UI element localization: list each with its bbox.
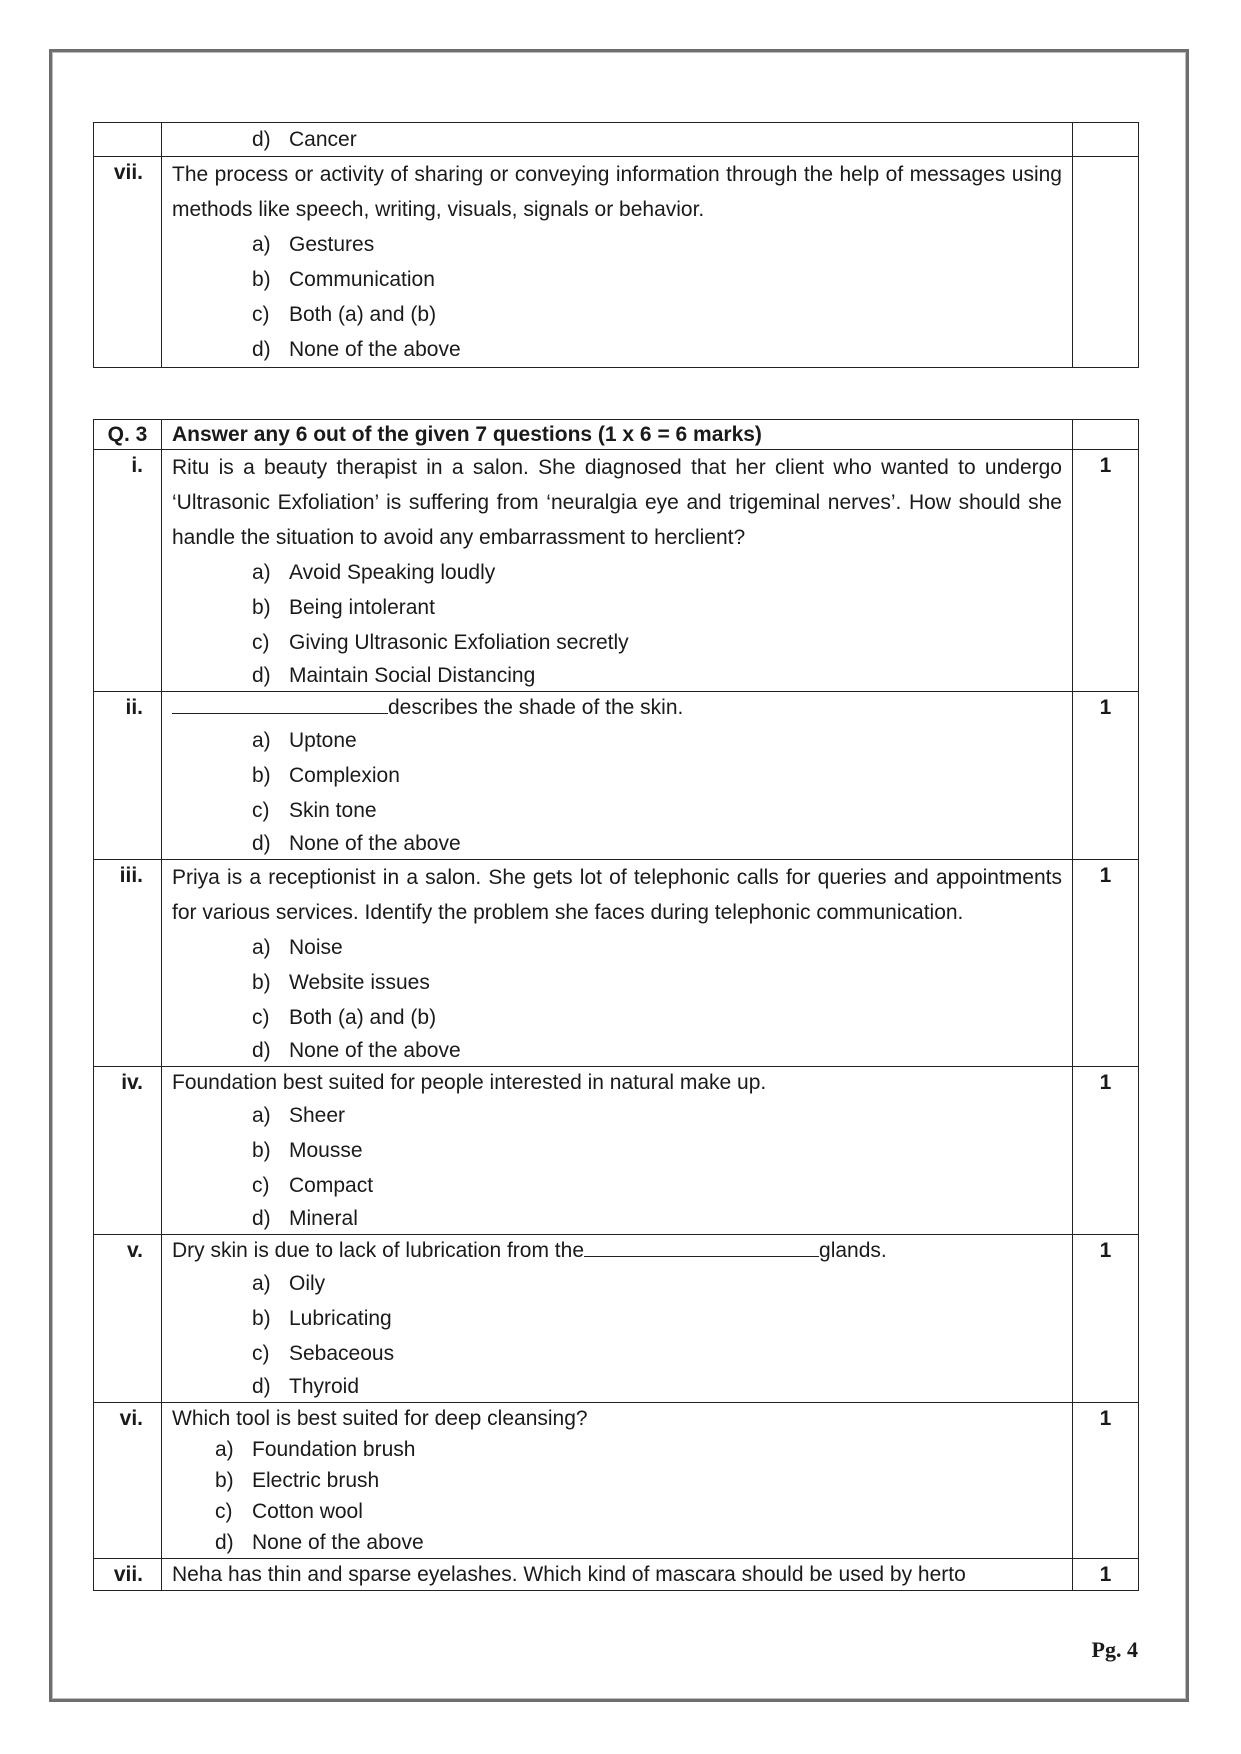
option-letter: a): [252, 936, 271, 959]
option-text: Being intolerant: [289, 596, 435, 619]
question-body-cell: [162, 1235, 1073, 1403]
question-number: vii.: [94, 157, 162, 368]
question-number: iv.: [94, 1067, 162, 1235]
marks-cell: 1: [1073, 1559, 1139, 1591]
option-list: [172, 227, 1062, 367]
option-letter: a): [215, 1438, 234, 1461]
section-instruction: Answer any 6 out of the given 7 questions (1 x 6 = 6 marks): [162, 420, 1073, 450]
option-text: Mineral: [289, 1207, 358, 1230]
option-letter: c): [252, 303, 270, 326]
marks-cell: 1: [1073, 1235, 1139, 1403]
option-text: Communication: [289, 268, 435, 291]
option-list: [172, 123, 1062, 156]
table-row: [94, 450, 1139, 692]
table-row: [94, 1403, 1139, 1559]
option-item: [252, 332, 1062, 367]
option-item: [252, 723, 1062, 758]
option-letter: d): [252, 664, 271, 687]
marks-cell: 1: [1073, 1403, 1139, 1559]
option-item: [252, 123, 1062, 156]
option-text: Giving Ultrasonic Exfoliation secretly: [289, 631, 629, 654]
option-item: [252, 1203, 1062, 1234]
option-letter: b): [215, 1469, 234, 1492]
marks-cell: [1073, 420, 1139, 450]
option-text: Skin tone: [289, 799, 377, 822]
option-letter: d): [252, 1207, 271, 1230]
option-text: Electric brush: [252, 1469, 380, 1492]
option-item: [252, 590, 1062, 625]
option-item: [252, 1133, 1062, 1168]
option-item: [252, 1371, 1062, 1402]
question-number: iii.: [94, 860, 162, 1067]
option-text: None of the above: [289, 832, 461, 855]
question-text: Neha has thin and sparse eyelashes. Which kind of mascara should be used by herto: [172, 1563, 966, 1586]
option-item: [215, 1496, 1062, 1527]
option-item: [252, 625, 1062, 660]
question-text: Ritu is a beauty therapist in a salon. She diagnosed that her client who wanted to undergo ‘Ultrasonic Exfoliation’ is suffering from ‘neuralgia eye and trigeminal nerves’. How should she handle the situation to avoid any embarrassment to herclient?: [172, 456, 1062, 549]
question-text: Foundation best suited for people interested in natural make up.: [172, 1071, 767, 1094]
option-item: [252, 1035, 1062, 1066]
question-text-after-blank: describes the shade of the skin.: [388, 696, 684, 719]
option-letter: a): [252, 1104, 271, 1127]
question-body-cell: [162, 860, 1073, 1067]
section-number: Q. 3: [94, 420, 162, 450]
question-number: vi.: [94, 1403, 162, 1559]
table-row: [94, 1235, 1139, 1403]
question-text: [172, 1235, 1062, 1266]
table-row: [94, 123, 1139, 157]
question-body-cell: [162, 692, 1073, 860]
marks-cell: 1: [1073, 450, 1139, 692]
option-text: Cotton wool: [252, 1500, 363, 1523]
question-number: v.: [94, 1235, 162, 1403]
option-text: Both (a) and (b): [289, 1006, 437, 1029]
option-letter: a): [252, 561, 271, 584]
option-letter: d): [252, 1375, 271, 1398]
marks-cell: 1: [1073, 860, 1139, 1067]
table-row: [94, 692, 1139, 860]
option-item: [252, 1098, 1062, 1133]
option-text: Maintain Social Distancing: [289, 664, 536, 687]
option-letter: d): [252, 128, 271, 151]
question-body-cell: [162, 1403, 1073, 1559]
question-text: Priya is a receptionist in a salon. She gets lot of telephonic calls for queries and appointments for various services. Identify the problem she faces during telephonic communication.: [172, 866, 1062, 924]
question-number: vii.: [94, 1559, 162, 1591]
question-table-section-2-continued: [93, 122, 1139, 368]
option-item: [252, 965, 1062, 1000]
option-item: [252, 660, 1062, 691]
question-body-cell: [162, 450, 1073, 692]
question-number: i.: [94, 450, 162, 692]
option-letter: c): [252, 1006, 270, 1029]
option-letter: b): [252, 971, 271, 994]
question-body-cell: [162, 1559, 1073, 1591]
option-item: [252, 930, 1062, 965]
fill-in-blank: [584, 1236, 819, 1257]
question-text: Which tool is best suited for deep cleansing?: [172, 1407, 588, 1430]
option-letter: c): [252, 1342, 270, 1365]
marks-cell: [1073, 123, 1139, 157]
option-list: [172, 1434, 1062, 1558]
option-item: [252, 793, 1062, 828]
option-text: None of the above: [289, 1039, 461, 1062]
option-text: Both (a) and (b): [289, 303, 437, 326]
fill-in-blank: [172, 693, 388, 714]
option-item: [215, 1465, 1062, 1496]
option-text: Sebaceous: [289, 1342, 395, 1365]
option-letter: b): [252, 764, 271, 787]
option-text: Avoid Speaking loudly: [289, 561, 496, 584]
option-letter: b): [252, 596, 271, 619]
question-body-cell: [162, 157, 1073, 368]
option-letter: b): [252, 268, 271, 291]
option-letter: d): [252, 1039, 271, 1062]
option-text: Compact: [289, 1174, 374, 1197]
option-item: [252, 1266, 1062, 1301]
option-list: [172, 930, 1062, 1066]
option-item: [252, 1000, 1062, 1035]
option-letter: b): [252, 1139, 271, 1162]
option-item: [215, 1434, 1062, 1465]
option-text: Sheer: [289, 1104, 346, 1127]
option-item: [252, 1336, 1062, 1371]
question-text-after-blank: glands.: [819, 1239, 887, 1262]
option-list: [172, 555, 1062, 691]
option-item: [252, 262, 1062, 297]
table-row: [94, 1067, 1139, 1235]
page-number: Pg. 4: [1091, 1637, 1138, 1662]
option-list: [172, 723, 1062, 859]
table-row: [94, 860, 1139, 1067]
section-header-row: [94, 420, 1139, 450]
option-text: Foundation brush: [252, 1438, 416, 1461]
question-text-before-blank: Dry skin is due to lack of lubrication from the: [172, 1239, 585, 1262]
option-letter: c): [252, 631, 270, 654]
option-item: [252, 227, 1062, 262]
option-list: [172, 1098, 1062, 1234]
option-letter: a): [252, 1272, 271, 1295]
option-letter: c): [252, 799, 270, 822]
option-text: Complexion: [289, 764, 400, 787]
option-letter: a): [252, 729, 271, 752]
question-text: The process or activity of sharing or conveying information through the help of messages using methods like speech, writing, visuals, signals or behavior.: [172, 163, 1062, 221]
option-letter: b): [252, 1307, 271, 1330]
option-text: None of the above: [252, 1531, 424, 1554]
option-text: Lubricating: [289, 1307, 392, 1330]
option-item: [252, 758, 1062, 793]
option-text: Oily: [289, 1272, 326, 1295]
option-letter: a): [252, 233, 271, 256]
option-letter: d): [215, 1531, 234, 1554]
option-list: [172, 1266, 1062, 1402]
option-text: Noise: [289, 936, 343, 959]
option-letter: c): [215, 1500, 233, 1523]
marks-cell: 1: [1073, 692, 1139, 860]
option-text: Website issues: [289, 971, 430, 994]
question-body-cell: [162, 1067, 1073, 1235]
option-text: Cancer: [289, 128, 357, 151]
question-text: [172, 692, 1062, 723]
option-letter: d): [252, 338, 271, 361]
option-item: [252, 1301, 1062, 1336]
option-item: [252, 1168, 1062, 1203]
option-letter: d): [252, 832, 271, 855]
table-row: [94, 1559, 1139, 1591]
question-table-section-3: [93, 419, 1139, 1591]
option-letter: c): [252, 1174, 270, 1197]
table-row: [94, 157, 1139, 368]
marks-cell: 1: [1073, 1067, 1139, 1235]
marks-cell: [1073, 157, 1139, 368]
option-text: None of the above: [289, 338, 461, 361]
option-item: [252, 297, 1062, 332]
question-body-cell: [162, 123, 1073, 157]
option-item: [215, 1527, 1062, 1558]
option-text: Gestures: [289, 233, 375, 256]
option-item: [252, 828, 1062, 859]
option-text: Uptone: [289, 729, 357, 752]
option-text: Thyroid: [289, 1375, 360, 1398]
question-number: ii.: [94, 692, 162, 860]
question-number-cell: [94, 123, 162, 157]
option-item: [252, 555, 1062, 590]
option-text: Mousse: [289, 1139, 363, 1162]
